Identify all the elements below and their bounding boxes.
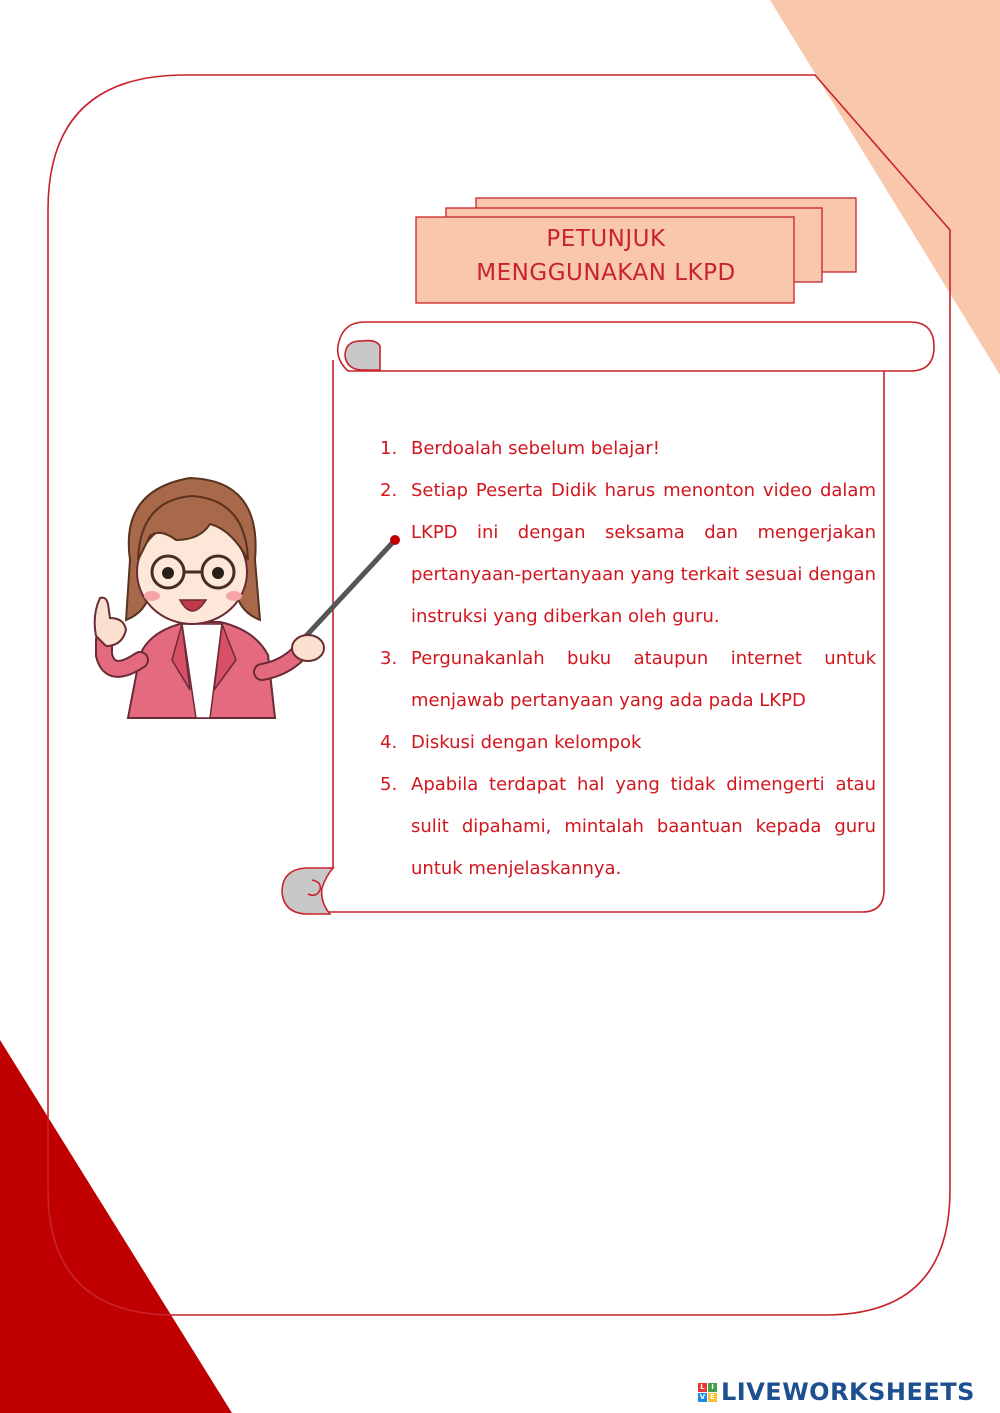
instruction-list bbox=[380, 428, 876, 890]
item-number: 4. bbox=[380, 732, 398, 753]
logo-letter: V bbox=[699, 1392, 706, 1401]
logo-letter: L bbox=[698, 1383, 707, 1392]
title-line-1: PETUNJUK bbox=[546, 226, 666, 252]
list-item bbox=[380, 638, 876, 722]
item-text: Setiap Peserta Didik harus menonton video dalam LKPD ini dengan seksama dan mengerjakan pertanyaan-pertanyaan yang terkait sesuai dengan instruksi yang diberkan oleh guru. bbox=[411, 480, 876, 627]
item-text: Diskusi dengan kelompok bbox=[411, 732, 642, 753]
logo-letter: I bbox=[708, 1383, 717, 1392]
item-text: Pergunakanlah buku ataupun internet untuk menjawab pertanyaan yang ada pada LKPD bbox=[411, 648, 876, 711]
logo-icon bbox=[698, 1383, 717, 1402]
item-number: 2. bbox=[380, 480, 398, 501]
page-title bbox=[416, 222, 796, 290]
item-number: 3. bbox=[380, 648, 398, 669]
item-number: 1. bbox=[380, 438, 398, 459]
logo-letter: E bbox=[708, 1393, 717, 1402]
title-line-2: MENGGUNAKAN LKPD bbox=[476, 260, 736, 286]
red-corner-triangle bbox=[0, 1040, 232, 1413]
brand-name: LIVEWORKSHEETS bbox=[721, 1378, 975, 1406]
item-number: 5. bbox=[380, 774, 398, 795]
list-item bbox=[380, 470, 876, 638]
item-text: Apabila terdapat hal yang tidak dimengerti atau sulit dipahami, mintalah baantuan kepada guru untuk menjelaskannya. bbox=[411, 774, 876, 879]
peach-corner-triangle bbox=[770, 0, 1000, 375]
list-item bbox=[380, 722, 876, 764]
liveworksheets-logo[interactable] bbox=[698, 1378, 975, 1406]
item-text: Berdoalah sebelum belajar! bbox=[411, 438, 660, 459]
list-item bbox=[380, 428, 876, 470]
list-item bbox=[380, 764, 876, 890]
